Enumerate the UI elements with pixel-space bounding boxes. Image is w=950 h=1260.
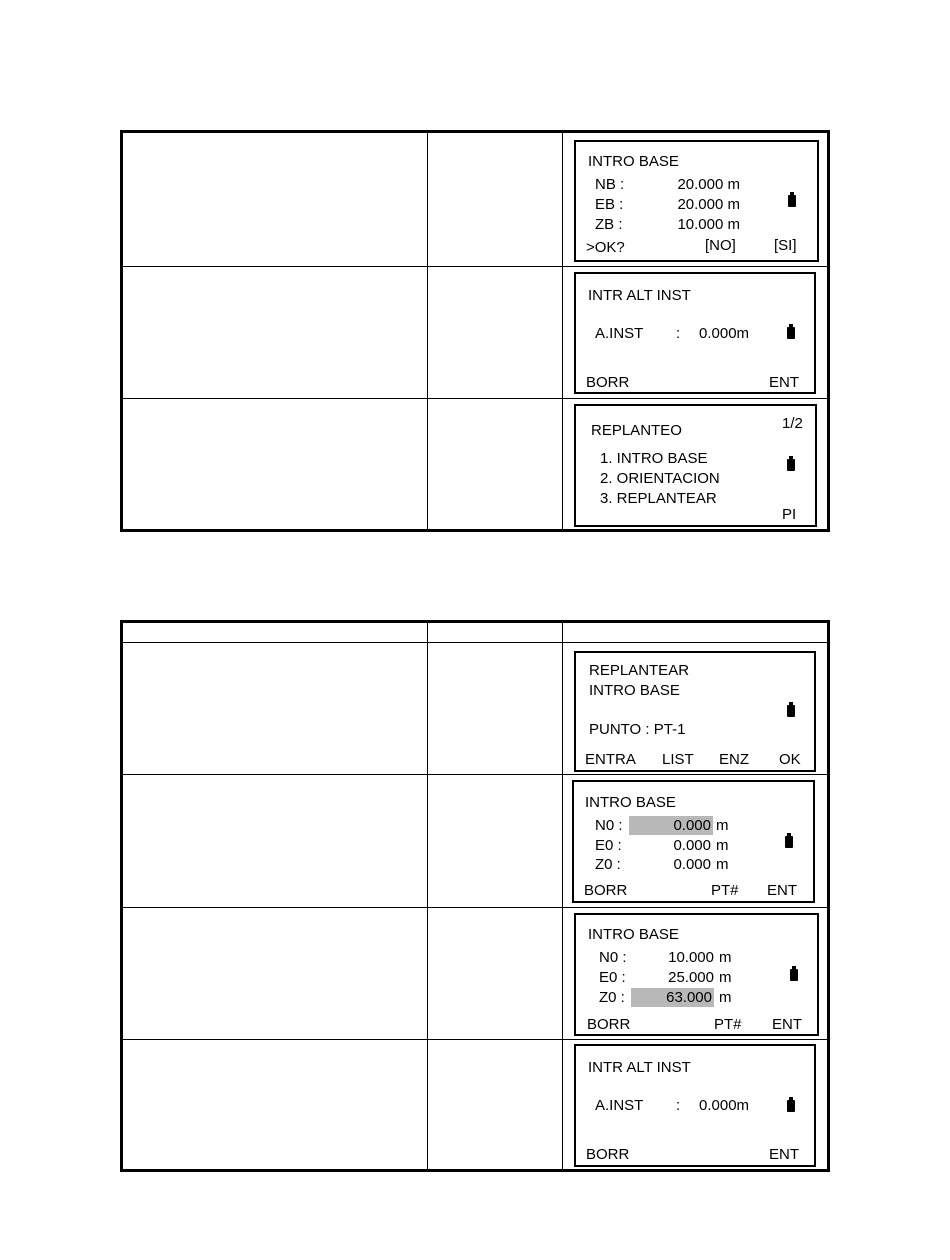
softkey-borr[interactable]: BORR <box>586 374 630 391</box>
coord-label-eb: EB : <box>595 196 624 213</box>
screen-title: REPLANTEO <box>591 422 682 439</box>
lcd-screen-replanteo-menu <box>574 404 817 527</box>
confirm-prompt: >OK? <box>586 239 625 256</box>
coord-value-z0[interactable]: 0.000 <box>673 856 711 873</box>
coord-value-e0[interactable]: 0.000 <box>673 837 711 854</box>
row-divider <box>123 907 827 908</box>
menu-item-replantear[interactable]: 3. REPLANTEAR <box>600 490 717 507</box>
coord-unit-e0: m <box>716 837 729 854</box>
screen-title: INTRO BASE <box>588 153 679 170</box>
battery-icon <box>785 836 793 848</box>
coord-value-n0[interactable]: 0.000 <box>629 816 713 835</box>
coord-label-zb: ZB : <box>595 216 623 233</box>
column-divider <box>427 623 428 1169</box>
coord-label-z0: Z0 : <box>599 989 625 1006</box>
coord-unit-z0: m <box>719 989 732 1006</box>
softkey-list[interactable]: LIST <box>662 751 694 768</box>
coord-value-e0[interactable]: 25.000 <box>668 969 714 986</box>
softkey-ent[interactable]: ENT <box>772 1016 802 1033</box>
battery-icon <box>787 705 795 717</box>
lcd-screen-instrument-height-2 <box>574 1044 816 1167</box>
instrument-height-value: 0.000m <box>699 325 750 342</box>
row-divider <box>123 774 827 775</box>
screen-title: INTR ALT INST <box>588 1059 691 1076</box>
coord-unit-z0: m <box>716 856 729 873</box>
coord-value-z0[interactable]: 63.000 <box>631 988 714 1007</box>
instrument-height-separator: : <box>676 325 681 342</box>
softkey-borr[interactable]: BORR <box>587 1016 631 1033</box>
coord-label-e0: E0 : <box>595 837 622 854</box>
menu-item-intro-base[interactable]: 1. INTRO BASE <box>600 450 708 467</box>
page-indicator: 1/2 <box>782 415 803 432</box>
battery-icon <box>788 195 796 207</box>
row-divider <box>123 266 827 267</box>
column-divider <box>562 623 563 1169</box>
softkey-ok[interactable]: OK <box>779 751 801 768</box>
coord-unit-n0: m <box>719 949 732 966</box>
softkey-ent[interactable]: ENT <box>769 1146 799 1163</box>
battery-icon <box>787 459 795 471</box>
coord-value-nb: 20.000 m <box>677 176 740 193</box>
coord-unit-e0: m <box>719 969 732 986</box>
row-divider <box>123 398 827 399</box>
softkey-ent[interactable]: ENT <box>767 882 797 899</box>
instrument-height-label: A.INST <box>595 325 644 342</box>
softkey-ent[interactable]: ENT <box>769 374 799 391</box>
softkey-entra[interactable]: ENTRA <box>585 751 636 768</box>
coord-label-nb: NB : <box>595 176 625 193</box>
softkey-pt-number[interactable]: PT# <box>714 1016 742 1033</box>
lcd-screen-intro-base-entry <box>572 780 815 903</box>
softkey-no[interactable]: [NO] <box>705 237 736 254</box>
lcd-screen-instrument-height <box>574 272 816 394</box>
screen-title: INTRO BASE <box>588 926 679 943</box>
softkey-si[interactable]: [SI] <box>774 237 797 254</box>
coord-label-n0: N0 : <box>595 817 623 834</box>
screen-subtitle: INTRO BASE <box>589 682 680 699</box>
softkey-pi[interactable]: PI <box>782 506 797 523</box>
coord-label-e0: E0 : <box>599 969 626 986</box>
coord-value-n0[interactable]: 10.000 <box>668 949 714 966</box>
instrument-height-separator: : <box>676 1097 681 1114</box>
point-field[interactable]: PUNTO : PT-1 <box>589 721 686 738</box>
softkey-enz[interactable]: ENZ <box>719 751 749 768</box>
softkey-pt-number[interactable]: PT# <box>711 882 739 899</box>
coord-unit-n0: m <box>716 817 729 834</box>
menu-item-orientacion[interactable]: 2. ORIENTACION <box>600 470 720 487</box>
lcd-screen-intro-base-filled <box>574 913 819 1036</box>
battery-icon <box>790 969 798 981</box>
column-divider <box>562 133 563 529</box>
lcd-screen-replantear-point <box>574 651 816 772</box>
softkey-borr[interactable]: BORR <box>586 1146 630 1163</box>
column-divider <box>427 133 428 529</box>
screen-title: INTR ALT INST <box>588 287 691 304</box>
coord-value-eb: 20.000 m <box>677 196 740 213</box>
instrument-height-label: A.INST <box>595 1097 644 1114</box>
procedure-table-2 <box>120 620 830 1172</box>
battery-icon <box>787 327 795 339</box>
instrument-height-value: 0.000m <box>699 1097 750 1114</box>
coord-label-n0: N0 : <box>599 949 627 966</box>
header-divider <box>123 642 827 643</box>
procedure-table-1 <box>120 130 830 532</box>
battery-icon <box>787 1100 795 1112</box>
softkey-borr[interactable]: BORR <box>584 882 628 899</box>
coord-label-z0: Z0 : <box>595 856 621 873</box>
lcd-screen-intro-base-confirm <box>574 140 819 262</box>
row-divider <box>123 1039 827 1040</box>
coord-value-zb: 10.000 m <box>677 216 740 233</box>
screen-title: INTRO BASE <box>585 794 676 811</box>
screen-title: REPLANTEAR <box>589 662 690 679</box>
